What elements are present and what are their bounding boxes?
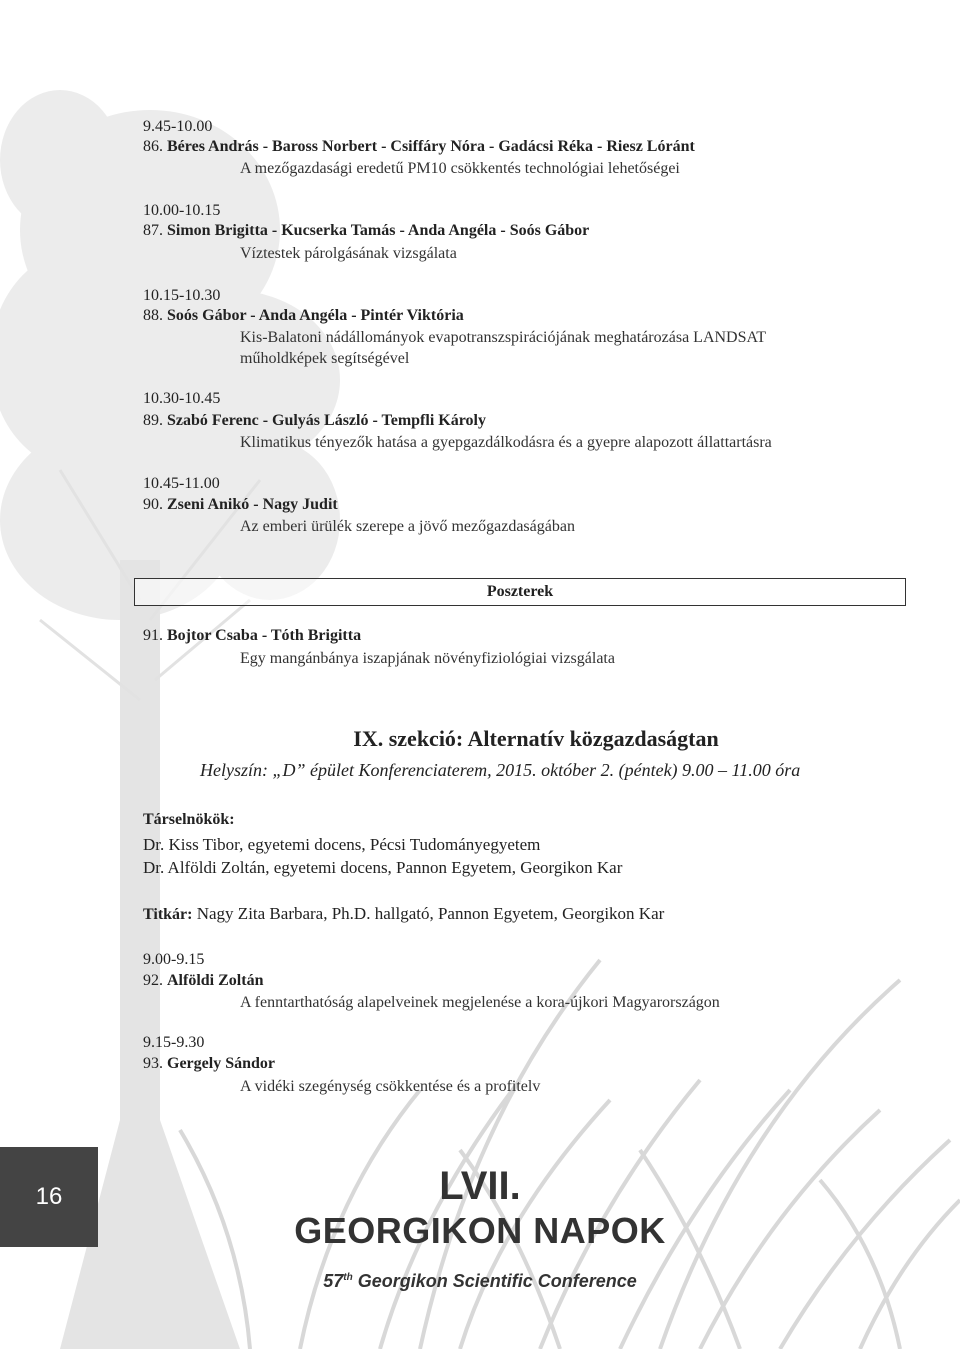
talk-title: A fenntarthatóság alapelveinek megjelenése a kora-újkori Magyarországon [240, 994, 720, 1011]
talk-authors: Alföldi Zoltán [167, 972, 264, 989]
logo-edition: LVII. [439, 1164, 521, 1208]
talk-entry [143, 1054, 275, 1074]
talk-authors: Soós Gábor - Anda Angéla - Pintér Viktória [167, 307, 464, 324]
talk-number: 92. [143, 972, 163, 989]
talk-title: Kis-Balatoni nádállományok evapotranszspirációjának meghatározása LANDSAT [240, 329, 767, 346]
talk-title: Az emberi ürülék szerepe a jövő mezőgazdaságában [240, 518, 575, 535]
talk-time: 9.15-9.30 [143, 1034, 205, 1051]
section-venue: Helyszín: „D” épület Konferenciaterem, 2015. október 2. (péntek) 9.00 – 11.00 óra [200, 760, 801, 780]
talk-number: 88. [143, 307, 163, 324]
talk-entry [143, 306, 464, 326]
talk-number: 87. [143, 222, 163, 239]
talk-entry [143, 137, 695, 157]
page-number: 16 [35, 1183, 63, 1210]
secretary-label: Titkár: [143, 906, 193, 923]
talk-title: Víztestek párolgásának vizsgálata [240, 245, 457, 262]
cochair-2: Dr. Alföldi Zoltán, egyetemi docens, Pannon Egyetem, Georgikon Kar [143, 858, 623, 877]
secretary-name: Nagy Zita Barbara, Ph.D. hallgató, Pannon Egyetem, Georgikon Kar [196, 904, 665, 923]
talk-time: 10.45-11.00 [143, 475, 220, 492]
talk-number: 93. [143, 1055, 163, 1072]
talk-authors: Simon Brigitta - Kucserka Tamás - Anda Angéla - Soós Gábor [167, 222, 590, 239]
cochairs-label: Társelnökök: [143, 811, 235, 828]
talk-time: 9.00-9.15 [143, 951, 205, 968]
poster-number: 91. [143, 627, 163, 644]
talk-authors: Béres András - Baross Norbert - Csiffáry Nóra - Gadácsi Réka - Riesz Lóránt [167, 138, 695, 155]
talk-title: A mezőgazdasági eredetű PM10 csökkentés technológiai lehetőségei [240, 160, 680, 177]
talk-number: 89. [143, 412, 163, 429]
talk-number: 90. [143, 496, 163, 513]
talk-time: 10.00-10.15 [143, 202, 221, 219]
talk-entry [143, 221, 589, 241]
poster-entry [143, 626, 361, 646]
poster-authors: Bojtor Csaba - Tóth Brigitta [167, 627, 362, 644]
talk-authors: Szabó Ferenc - Gulyás László - Tempfli Károly [167, 412, 486, 429]
talk-number: 86. [143, 138, 163, 155]
talk-title: Klimatikus tényezők hatása a gyepgazdálkodásra és a gyepre alapozott állattartásra [240, 434, 772, 451]
section-title: IX. szekció: Alternatív közgazdaságtan [353, 726, 719, 751]
logo-subtitle-text: Georgikon Scientific Conference [352, 1271, 637, 1291]
logo-subtitle [0, 1271, 960, 1292]
talk-authors: Zseni Anikó - Nagy Judit [167, 496, 338, 513]
logo-subtitle-number: 57 [323, 1271, 344, 1291]
talk-title-continued: műholdképek segítségével [240, 350, 410, 367]
talk-time: 10.15-10.30 [143, 287, 221, 304]
posters-header: Poszterek [134, 578, 906, 606]
talk-time: 10.30-10.45 [143, 390, 221, 407]
talk-authors: Gergely Sándor [167, 1055, 275, 1072]
logo-subtitle-sup: th [343, 1272, 353, 1283]
logo-title: GEORGIKON NAPOK [294, 1210, 666, 1251]
talk-time: 9.45-10.00 [143, 118, 213, 135]
talk-entry [143, 971, 263, 991]
secretary-line [143, 903, 664, 926]
talk-title: A vidéki szegénység csökkentése és a profitelv [240, 1078, 541, 1095]
cochair-1: Dr. Kiss Tibor, egyetemi docens, Pécsi Tudományegyetem [143, 835, 541, 854]
talk-entry [143, 411, 486, 431]
poster-title: Egy mangánbánya iszapjának növényfiziológiai vizsgálata [240, 650, 615, 667]
talk-entry [143, 495, 338, 515]
